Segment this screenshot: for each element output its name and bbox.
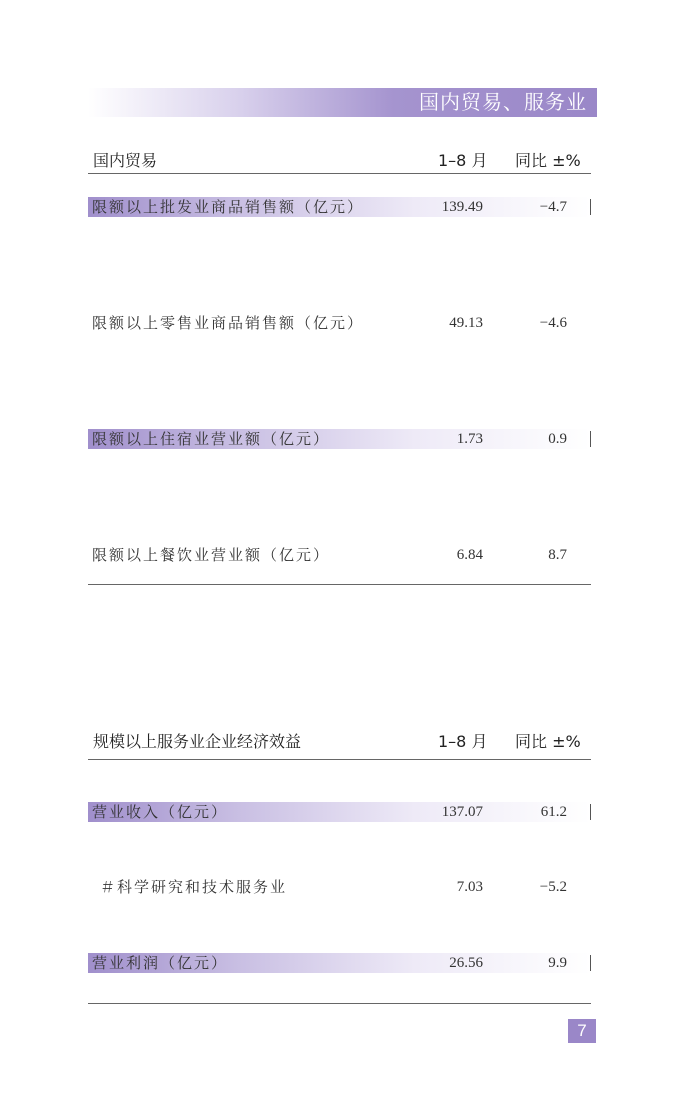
row-end-mark (590, 199, 591, 215)
table-row (88, 429, 591, 449)
table-row (88, 877, 591, 897)
row-value: 6.84 (456, 547, 483, 563)
period-header: 1–8 月 (438, 151, 488, 170)
row-label: 营业利润（亿元） (92, 954, 229, 972)
header-rule (88, 173, 591, 174)
domestic-trade-header (88, 148, 591, 170)
row-yoy: −4.6 (539, 315, 567, 331)
row-value: 139.49 (441, 199, 483, 215)
row-end-mark (590, 804, 591, 820)
section-banner (88, 88, 597, 117)
row-label: 营业收入（亿元） (92, 803, 229, 821)
row-value: 49.13 (449, 315, 483, 331)
row-yoy: 9.9 (548, 955, 567, 971)
period-header: 1–8 月 (438, 732, 488, 751)
domestic-trade-title: 国内贸易 (93, 151, 158, 170)
table-row (88, 313, 591, 333)
table-bottom-rule (88, 584, 591, 585)
row-value: 137.07 (441, 804, 483, 820)
row-yoy: 0.9 (548, 431, 567, 447)
table-row (88, 953, 591, 973)
header-rule (88, 759, 591, 760)
row-label: ＃科学研究和技术服务业 (100, 878, 288, 896)
table-row (88, 197, 591, 217)
row-label: 限额以上零售业商品销售额（亿元） (92, 314, 365, 332)
row-value: 7.03 (456, 879, 483, 895)
row-label: 限额以上住宿业营业额（亿元） (92, 430, 331, 448)
row-end-mark (590, 431, 591, 447)
page-number: 7 (568, 1019, 596, 1043)
yoy-header: 同比 ±% (515, 151, 581, 170)
services-header (88, 729, 591, 751)
row-value: 26.56 (449, 955, 483, 971)
table-bottom-rule (88, 1003, 591, 1004)
row-yoy: −4.7 (539, 199, 567, 215)
row-yoy: 8.7 (548, 547, 567, 563)
row-yoy: −5.2 (539, 879, 567, 895)
services-title: 规模以上服务业企业经济效益 (93, 732, 302, 751)
row-label: 限额以上批发业商品销售额（亿元） (92, 198, 365, 216)
row-yoy: 61.2 (540, 804, 567, 820)
row-value: 1.73 (456, 431, 483, 447)
yoy-header: 同比 ±% (515, 732, 581, 751)
row-label: 限额以上餐饮业营业额（亿元） (92, 546, 331, 564)
row-end-mark (590, 955, 591, 971)
banner-title: 国内贸易、服务业 (419, 90, 587, 114)
table-row (88, 545, 591, 565)
table-row (88, 802, 591, 822)
